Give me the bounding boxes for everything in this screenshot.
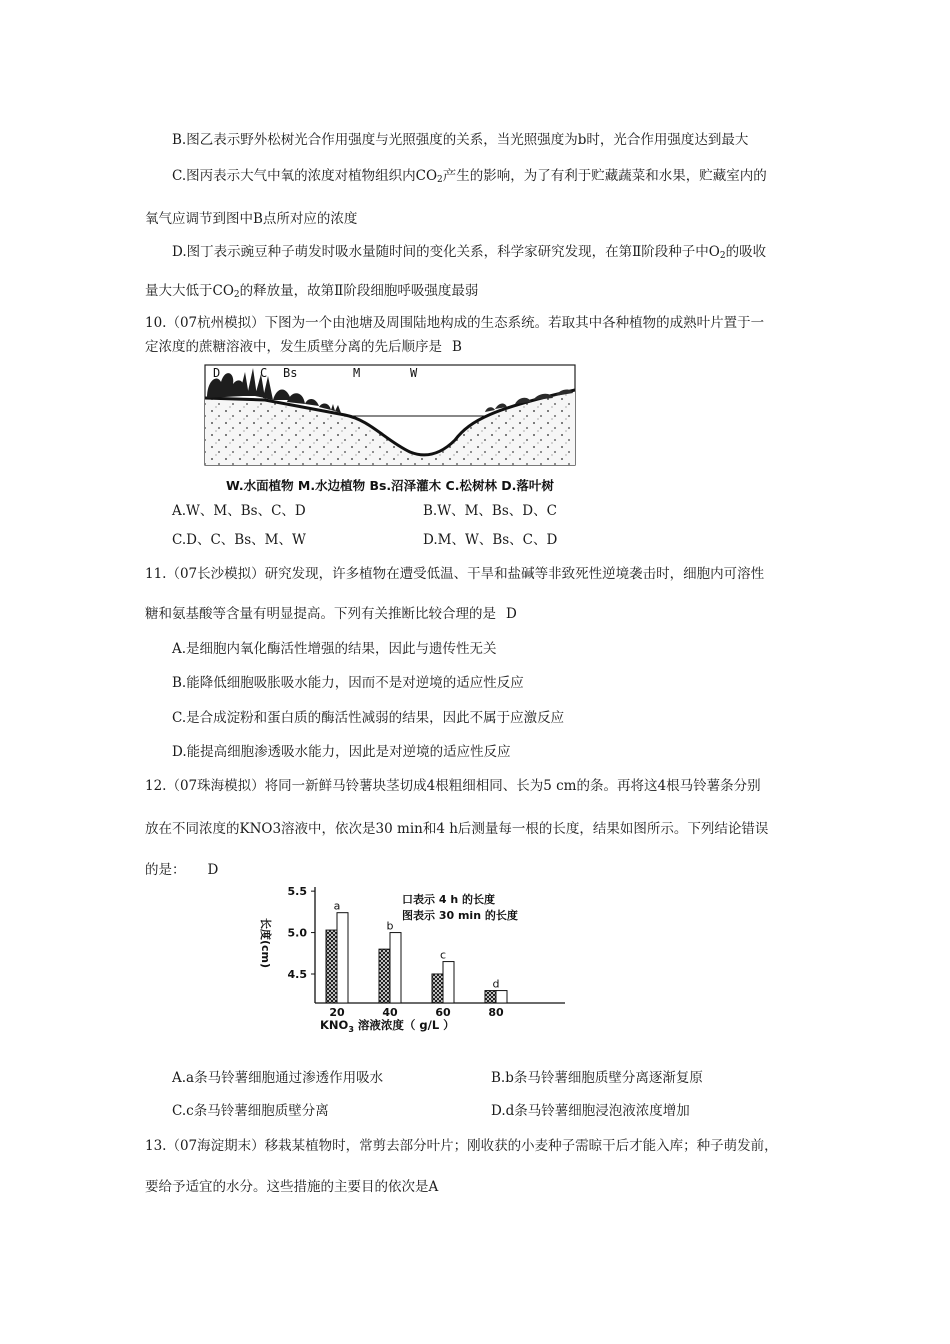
q12-option-c: C.c条马铃薯细胞质壁分离 xyxy=(172,1103,329,1119)
q11-stem-line2: 糖和氨基酸等含量有明显提高。下列有关推断比较合理的是 D xyxy=(145,606,517,622)
q11-option-b: B.能降低细胞吸胀吸水能力，因而不是对逆境的适应性反应 xyxy=(172,675,524,691)
q9-option-c-line2: 氧气应调节到图中B点所对应的浓度 xyxy=(145,211,358,227)
q10-answer: B xyxy=(452,339,462,355)
q11-option-a: A.是细胞内氧化酶活性增强的结果，因此与遗传性无关 xyxy=(172,641,497,657)
x-tick-label: 40 xyxy=(382,1006,398,1019)
pond-ecosystem-diagram xyxy=(195,360,585,500)
legend xyxy=(402,892,518,922)
bar-4h-80 xyxy=(496,991,507,1003)
q12-option-a: A.a条马铃薯细胞通过渗透作用吸水 xyxy=(172,1070,384,1086)
bar-30min-60 xyxy=(432,974,443,1003)
q10-stem-line2: 定浓度的蔗糖溶液中，发生质壁分离的先后顺序是 B xyxy=(145,339,462,355)
y-tick-label: 5.0 xyxy=(287,926,307,940)
q11-answer: D xyxy=(506,606,517,622)
q11-option-d: D.能提高细胞渗透吸水能力，因此是对逆境的适应性反应 xyxy=(172,744,511,760)
x-tick-label: 60 xyxy=(435,1006,451,1019)
bar-letter-label: c xyxy=(439,948,447,962)
q12-stem-line3: 的是： D xyxy=(145,862,219,878)
q12-stem-line1: 12.（07珠海模拟）将同一新鲜马铃薯块茎切成4根粗细相同、长为5 cm的条。再将这4根马铃薯条分别 xyxy=(145,778,761,794)
q9-option-d-line2: 量大大低于$CO_2$的释放量，故第Ⅱ阶段细胞呼吸强度最弱 xyxy=(145,283,479,300)
q12-answer: D xyxy=(207,862,219,878)
label-w: W xyxy=(410,366,418,380)
q10-option-c: C.D、C、Bs、M、W xyxy=(172,532,306,548)
pond-ecosystem-figure xyxy=(195,360,585,500)
legend-30min: 图表示 30 min 的长度 xyxy=(402,909,518,922)
length-bar-chart xyxy=(250,883,580,1035)
q10-stem-line1: 10.（07杭州模拟）下图为一个由池塘及周围陆地构成的生态系统。若取其中各种植物的成熟叶片置于一 xyxy=(145,315,765,331)
bar-30min-80 xyxy=(485,991,496,1003)
q10-option-a: A.W、M、Bs、C、D xyxy=(172,503,306,519)
q13-stem-line1: 13.（07海淀期末）移栽某植物时，常剪去部分叶片；刚收获的小麦种子需晾干后才能入库；种子萌发前， xyxy=(145,1138,778,1154)
bar-4h-20 xyxy=(337,913,348,1003)
q9-option-c-line1: C.图丙表示大气中氧的浓度对植物组织内$CO_2$产生的影响，为了有利于贮藏蔬菜和水果，贮藏室内的 xyxy=(172,168,767,185)
q10-option-d: D.M、W、Bs、C、D xyxy=(423,532,558,548)
bar-letter-label: b xyxy=(386,919,394,933)
label-d: D xyxy=(213,366,221,380)
legend-4h: 口表示 4 h 的长度 xyxy=(402,893,495,906)
bar-4h-60 xyxy=(443,962,454,1003)
bar-30min-40 xyxy=(379,949,390,1003)
y-tick-label: 4.5 xyxy=(287,968,307,981)
q11-stem-line1: 11.（07长沙模拟）研究发现，许多植物在遭受低温、干旱和盐碱等非致死性逆境袭击时，细胞内可溶性 xyxy=(145,566,765,582)
q9-option-d-line1: D.图丁表示豌豆种子萌发时吸水量随时间的变化关系，科学家研究发现，在第Ⅱ阶段种子中$O_2$的吸收 xyxy=(172,244,767,261)
q11-option-c: C.是合成淀粉和蛋白质的酶活性减弱的结果，因此不属于应激反应 xyxy=(172,710,565,726)
x-axis-label: $KNO_3$ 溶液浓度（ g/L ） xyxy=(320,1018,455,1034)
q9-option-b: B.图乙表示野外松树光合作用强度与光照强度的关系，当光照强度为b时，光合作用强度达到最大 xyxy=(172,132,749,148)
bar-4h-40 xyxy=(390,933,401,1003)
label-bs: Bs xyxy=(283,366,298,380)
y-axis-label: 长度(cm) xyxy=(259,917,272,969)
y-ticks xyxy=(288,885,316,981)
q12-stem-line2: 放在不同浓度的KNO3溶液中，依次是30 min和4 h后测量每一根的长度，结果如图所示。下列结论错误 xyxy=(145,821,769,837)
bar-30min-20 xyxy=(326,930,337,1003)
x-tick-label: 20 xyxy=(329,1006,345,1019)
q12-option-b: B.b条马铃薯细胞质壁分离逐渐复原 xyxy=(491,1070,703,1086)
y-tick-label: 5.5 xyxy=(287,885,307,899)
length-bar-chart-figure xyxy=(250,883,580,1035)
x-tick-label: 80 xyxy=(488,1006,504,1019)
bar-letter-label: d xyxy=(492,977,500,991)
q10-option-b: B.W、M、Bs、D、C xyxy=(423,503,557,519)
label-c: C xyxy=(260,366,268,380)
pond-figure-caption: W.水面植物 M.水边植物 Bs.沼泽灌木 C.松树林 D.落叶树 xyxy=(226,478,554,493)
q13-stem-line2: 要给予适宜的水分。这些措施的主要目的依次是A xyxy=(145,1179,439,1195)
bar-letter-label: a xyxy=(333,899,341,913)
label-m: M xyxy=(353,366,361,380)
q12-option-d: D.d条马铃薯细胞浸泡液浓度增加 xyxy=(491,1103,690,1119)
